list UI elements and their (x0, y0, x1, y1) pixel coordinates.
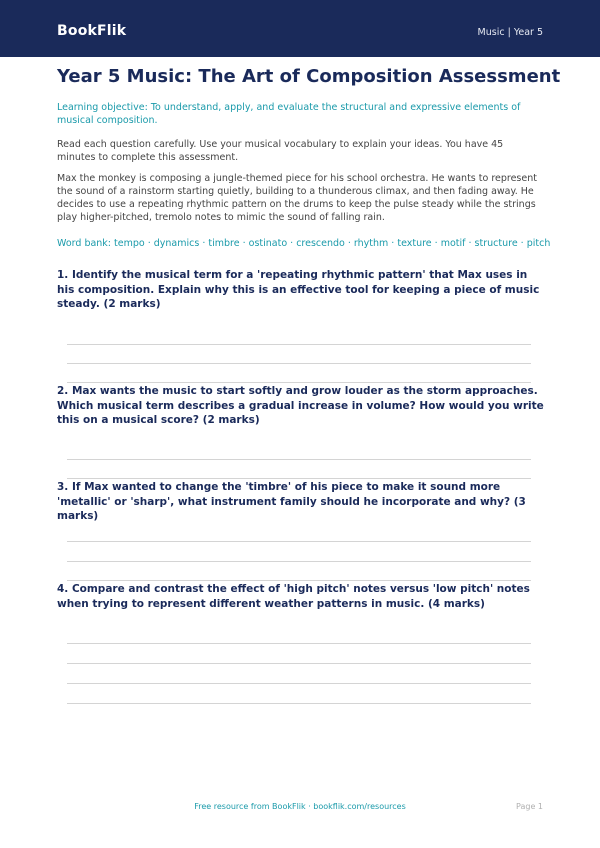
question-3: 3. If Max wanted to change the 'timbre' of his piece to make it sound more 'metallic' or 'sharp', what instrument family should he incorporate and why? (3 marks) (57, 481, 526, 522)
brand-logo: BookFlik (57, 23, 127, 39)
answer-line[interactable] (67, 344, 531, 345)
question-1: 1. Identify the musical term for a 'repeating rhythmic pattern' that Max uses in his composition. Explain why this is an effective tool for keeping a piece of music steady. (2 marks) (57, 269, 540, 310)
answer-line[interactable] (67, 561, 531, 562)
page-title: Year 5 Music: The Art of Composition Assessment (57, 66, 561, 87)
answer-line[interactable] (67, 683, 531, 684)
footer-text: Free resource from BookFlik · bookflik.com/resources (194, 802, 406, 811)
page-header (0, 0, 600, 57)
answer-line[interactable] (67, 459, 531, 460)
answer-line[interactable] (67, 643, 531, 644)
question-2: 2. Max wants the music to start softly and grow louder as the storm approaches. Which musical term describes a gradual increase in volume? How would you write this on a musical score? (2 marks) (57, 385, 544, 426)
page-number: Page 1 (516, 802, 543, 811)
answer-line[interactable] (67, 382, 531, 383)
question-4: 4. Compare and contrast the effect of 'high pitch' notes versus 'low pitch' notes when trying to represent different weather patterns in music. (4 marks) (57, 583, 530, 610)
answer-line[interactable] (67, 478, 531, 479)
word-bank: Word bank: tempo · dynamics · timbre · ostinato · crescendo · rhythm · texture · motif · structure · pitch (57, 238, 551, 249)
answer-line[interactable] (67, 580, 531, 581)
instructions-text: Read each question carefully. Use your musical vocabulary to explain your ideas. You have 45 minutes to complete this assessment. (57, 139, 504, 163)
answer-line[interactable] (67, 703, 531, 704)
subject-year-label: Music | Year 5 (477, 27, 543, 38)
answer-line[interactable] (67, 363, 531, 364)
answer-line[interactable] (67, 541, 531, 542)
learning-objective: Learning objective: To understand, apply, and evaluate the structural and expressive elements of musical composition. (57, 102, 521, 126)
answer-line[interactable] (67, 663, 531, 664)
scenario-text: Max the monkey is composing a jungle-themed piece for his school orchestra. He wants to represent the sound of a rainstorm starting quietly, building to a thunderous climax, and then fading away. He decides to use a repeating rhythmic pattern on the drums to keep the pulse steady while the strings play higher-pitched, tremolo notes to mimic the sound of falling rain. (57, 173, 537, 223)
